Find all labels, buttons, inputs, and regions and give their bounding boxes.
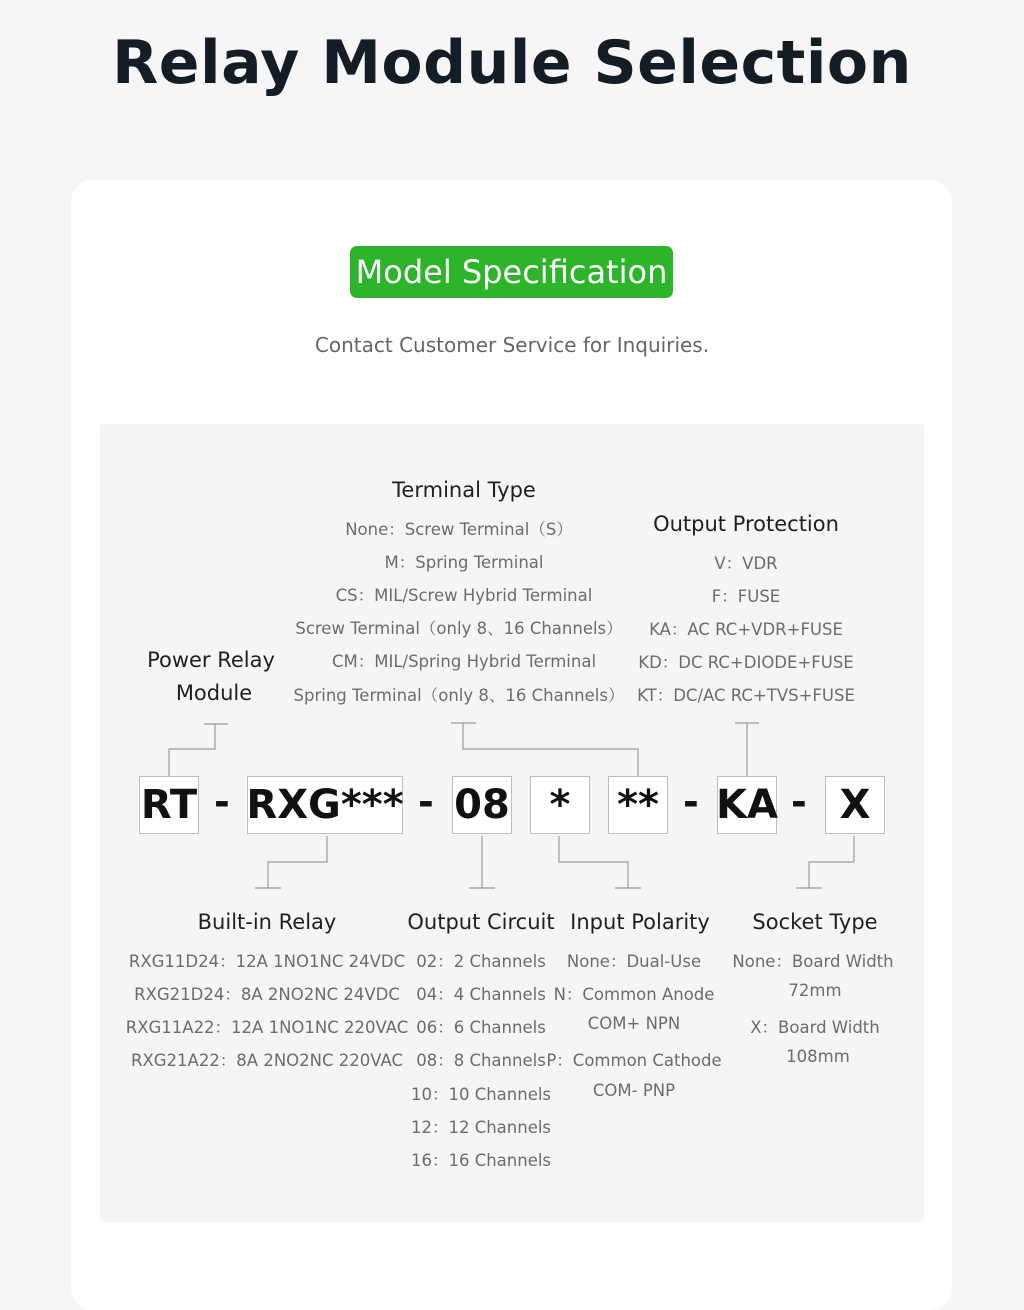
output-circuit-item: 02：2 Channels	[416, 952, 546, 971]
output-protection-item: KA：AC RC+VDR+FUSE	[649, 620, 843, 639]
code-separator: -	[791, 780, 807, 824]
code-separator: -	[418, 780, 434, 824]
output-protection-item: KD：DC RC+DIODE+FUSE	[638, 653, 854, 672]
code-separator: -	[683, 780, 699, 824]
terminal-type-item: Screw Terminal（only 8、16 Channels）	[295, 619, 623, 638]
output-protection-item: V：VDR	[714, 554, 778, 573]
code-box-relay: RXG***	[247, 776, 403, 834]
built-in-relay-heading: Built-in Relay	[197, 910, 337, 934]
built-in-relay-item: RXG11D24：12A 1NO1NC 24VDC	[128, 952, 406, 971]
output-protection-heading: Output Protection	[653, 512, 839, 536]
power-relay-label-line2: Module	[175, 681, 253, 705]
page-title: Relay Module Selection	[112, 28, 912, 98]
code-box-polarity: *	[530, 776, 590, 834]
terminal-type-heading: Terminal Type	[392, 478, 536, 502]
output-protection-item: F：FUSE	[711, 587, 781, 606]
terminal-type-item: CM：MIL/Spring Hybrid Terminal	[331, 652, 597, 671]
built-in-relay-item: RXG21A22：8A 2NO2NC 220VAC	[130, 1051, 404, 1070]
terminal-type-item: None：Screw Terminal（S）	[345, 520, 573, 539]
input-polarity-item: None：Dual-Use	[566, 952, 702, 971]
code-box-protection: KA	[717, 776, 777, 834]
code-box-channels: 08	[452, 776, 512, 834]
output-circuit-item: 08：8 Channels	[416, 1051, 546, 1070]
subtitle: Contact Customer Service for Inquiries.	[314, 333, 710, 357]
input-polarity-item: N：Common Anode	[553, 985, 715, 1004]
output-circuit-item: 10：10 Channels	[410, 1085, 552, 1104]
socket-type-item: 72mm	[788, 981, 842, 1000]
terminal-type-item: Spring Terminal（only 8、16 Channels）	[293, 686, 625, 705]
input-polarity-item: COM- PNP	[592, 1081, 676, 1100]
built-in-relay-item: RXG21D24：8A 2NO2NC 24VDC	[134, 985, 400, 1004]
socket-type-heading: Socket Type	[752, 910, 878, 934]
power-relay-label-line1: Power Relay	[147, 648, 275, 672]
socket-type-item: X：Board Width	[750, 1018, 880, 1037]
input-polarity-item: COM+ NPN	[587, 1014, 681, 1033]
built-in-relay-item: RXG11A22：12A 1NO1NC 220VAC	[125, 1018, 409, 1037]
terminal-type-item: M：Spring Terminal	[384, 553, 544, 572]
code-box-terminal: **	[608, 776, 668, 834]
output-circuit-item: 04：4 Channels	[416, 985, 546, 1004]
socket-type-item: 108mm	[786, 1047, 850, 1066]
code-separator: -	[214, 780, 230, 824]
terminal-type-item: CS：MIL/Screw Hybrid Terminal	[335, 586, 593, 605]
model-specification-badge: Model Specification	[350, 246, 673, 298]
code-box-rt: RT	[139, 776, 199, 834]
output-circuit-item: 06：6 Channels	[416, 1018, 546, 1037]
input-polarity-item: P：Common Cathode	[546, 1051, 722, 1070]
input-polarity-heading: Input Polarity	[570, 910, 710, 934]
output-protection-item: KT：DC/AC RC+TVS+FUSE	[637, 686, 855, 705]
socket-type-item: None：Board Width	[732, 952, 894, 971]
code-box-socket: X	[825, 776, 885, 834]
output-circuit-item: 16：16 Channels	[410, 1151, 552, 1170]
output-circuit-item: 12：12 Channels	[410, 1118, 552, 1137]
output-circuit-heading: Output Circuit	[407, 910, 555, 934]
